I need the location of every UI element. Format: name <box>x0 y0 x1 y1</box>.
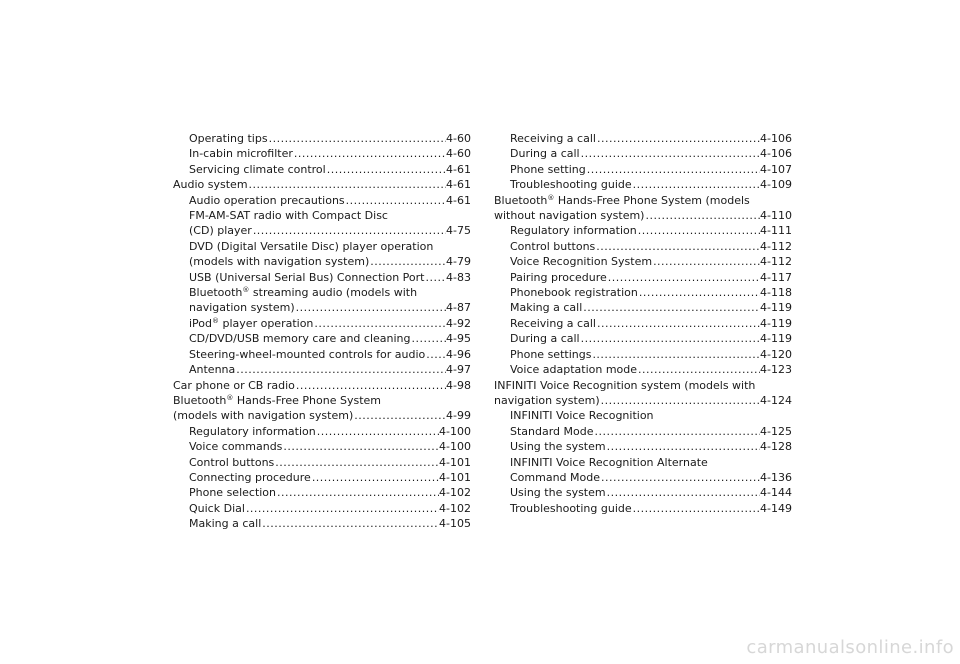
toc-entry-title: CD/DVD/USB memory care and cleaning <box>189 332 411 346</box>
toc-entry-bluetooth-hands-free-phone-system-models[interactable] <box>494 193 792 224</box>
dot-leader <box>637 362 760 377</box>
toc-entry-troubleshooting-guide[interactable] <box>494 177 792 192</box>
dot-leader <box>632 501 760 516</box>
toc-entry-row <box>510 177 792 192</box>
toc-page-number: 4-107 <box>760 162 792 176</box>
toc-entry-title: (models with navigation system) <box>189 255 370 269</box>
toc-entry-row <box>189 516 471 531</box>
toc-entry-row <box>189 424 471 439</box>
toc-page-number: 4-144 <box>760 486 792 500</box>
toc-entry-row <box>510 162 792 177</box>
dot-leader <box>632 177 760 192</box>
toc-entry-row <box>510 347 792 362</box>
toc-entry-title: Phonebook registration <box>510 286 638 300</box>
dot-leader <box>261 516 439 531</box>
dot-leader <box>274 455 439 470</box>
dot-leader <box>276 485 439 500</box>
toc-entry-row <box>189 270 471 285</box>
dot-leader <box>594 424 761 439</box>
toc-page-number: 4-79 <box>446 255 471 269</box>
toc-page-number: 4-119 <box>760 332 792 346</box>
toc-entry-row <box>189 470 471 485</box>
toc-page-number: 4-102 <box>439 486 471 500</box>
dot-leader <box>313 316 446 331</box>
toc-entry-during-a-call[interactable] <box>494 146 792 161</box>
toc-column-right <box>494 131 792 516</box>
toc-entry-title: Voice commands <box>189 440 283 454</box>
toc-entry-title-line: INFINITI Voice Recognition Alternate <box>510 455 708 469</box>
toc-entry-row <box>510 424 792 439</box>
toc-page-number: 4-75 <box>446 224 471 238</box>
dot-leader <box>596 131 760 146</box>
toc-entry-title: Making a call <box>189 517 262 531</box>
toc-entry-row <box>510 316 792 331</box>
toc-entry-row <box>510 146 792 161</box>
toc-page-number: 4-110 <box>760 209 792 223</box>
toc-entry-title: Regulatory information <box>510 224 637 238</box>
toc-page-number: 4-124 <box>760 393 792 407</box>
toc-entry-row <box>189 193 471 208</box>
dot-leader <box>424 270 446 285</box>
toc-entry-row <box>189 331 471 346</box>
dot-leader <box>293 146 446 161</box>
toc-entry-quick-dial[interactable] <box>173 501 471 516</box>
toc-entry-title: Phone setting <box>510 162 586 176</box>
dot-leader <box>252 223 446 238</box>
toc-page-number: 4-120 <box>760 347 792 361</box>
toc-page-number: 4-117 <box>760 270 792 284</box>
toc-page-number: 4-101 <box>439 470 471 484</box>
toc-entry-title: Standard Mode <box>510 424 594 438</box>
toc-page-number: 4-111 <box>760 224 792 238</box>
toc-entry-title: Using the system <box>510 440 606 454</box>
toc-entry-row <box>510 131 792 146</box>
toc-entry-title: Audio operation precautions <box>189 193 345 207</box>
toc-entry-row <box>494 208 792 223</box>
toc-entry-row <box>510 300 792 315</box>
toc-page-number: 4-99 <box>446 409 471 423</box>
dot-leader <box>268 131 446 146</box>
dot-leader <box>591 347 760 362</box>
toc-entry-title: Voice adaptation mode <box>510 363 638 377</box>
toc-entry-making-a-call[interactable] <box>173 516 471 531</box>
toc-page-number: 4-128 <box>760 440 792 454</box>
toc-entry-title: (CD) player <box>189 224 252 238</box>
toc-entry-row <box>510 239 792 254</box>
dot-leader <box>425 347 446 362</box>
toc-entry-troubleshooting-guide[interactable] <box>494 501 792 516</box>
dot-leader <box>245 501 439 516</box>
toc-page-number: 4-101 <box>439 455 471 469</box>
toc-entry-row <box>189 501 471 516</box>
toc-entry-title: without navigation system) <box>494 209 645 223</box>
toc-page-number: 4-61 <box>446 193 471 207</box>
toc-entry-pairing-procedure[interactable] <box>494 270 792 285</box>
toc-page-number: 4-61 <box>446 178 471 192</box>
toc-entry-receiving-a-call[interactable] <box>494 316 792 331</box>
toc-entry-title-line: INFINITI Voice Recognition <box>510 409 654 423</box>
toc-entry-phone-settings[interactable] <box>494 347 792 362</box>
toc-page-number: 4-106 <box>760 147 792 161</box>
toc-entry-title-line: INFINITI Voice Recognition system (models with <box>494 378 756 392</box>
toc-page-number: 4-60 <box>446 132 471 145</box>
toc-entry-title-line: Bluetooth® streaming audio (models with <box>189 286 418 300</box>
toc-entry-title-line: FM-AM-SAT radio with Compact Disc <box>189 209 388 223</box>
toc-page-number: 4-149 <box>760 501 792 515</box>
toc-entry-title: iPod® player operation <box>189 316 314 330</box>
toc-entry-title: Steering-wheel-mounted controls for audio <box>189 347 426 361</box>
toc-entry-infiniti-voice-recognition-system-models-with[interactable] <box>494 378 792 409</box>
toc-page-number: 4-97 <box>446 363 471 377</box>
toc-entry-row <box>189 131 471 146</box>
toc-entry-row <box>510 270 792 285</box>
toc-entry-row <box>510 254 792 269</box>
watermark-text: carmanualsonline.info <box>746 637 954 658</box>
toc-page-number: 4-136 <box>760 470 792 484</box>
toc-entry-row <box>189 316 471 331</box>
toc-entry-row <box>189 455 471 470</box>
toc-column-left <box>173 131 471 532</box>
toc-entry-row <box>510 439 792 454</box>
toc-entry-using-the-system[interactable] <box>494 439 792 454</box>
toc-page-number: 4-100 <box>439 440 471 454</box>
dot-leader <box>326 162 446 177</box>
toc-entry-row <box>510 223 792 238</box>
dot-leader <box>248 177 447 192</box>
toc-entry-title: navigation system) <box>494 393 600 407</box>
toc-entry-phone-setting[interactable] <box>494 162 792 177</box>
dot-leader <box>644 208 760 223</box>
toc-page-number: 4-105 <box>439 517 471 531</box>
toc-entry-title: During a call <box>510 332 580 346</box>
toc-entry-title: Phone selection <box>189 486 277 500</box>
toc-page-number: 4-102 <box>439 501 471 515</box>
dot-leader <box>582 300 760 315</box>
toc-entry-car-phone-or-cb-radio[interactable] <box>173 378 471 393</box>
toc-entry-infiniti-voice-recognition-alternate[interactable] <box>494 455 792 486</box>
toc-entry-row <box>189 439 471 454</box>
toc-page-number: 4-61 <box>446 162 471 176</box>
dot-leader <box>596 316 760 331</box>
dot-leader <box>295 378 446 393</box>
toc-entry-title: Troubleshooting guide <box>510 178 632 192</box>
toc-entry-row <box>189 485 471 500</box>
toc-entry-infiniti-voice-recognition[interactable] <box>494 408 792 439</box>
dot-leader <box>606 485 760 500</box>
toc-entry-voice-commands[interactable] <box>173 439 471 454</box>
toc-entry-title: Pairing procedure <box>510 270 607 284</box>
toc-entry-voice-adaptation-mode[interactable] <box>494 362 792 377</box>
toc-entry-title-line: DVD (Digital Versatile Disc) player operation <box>189 239 434 253</box>
dot-leader <box>316 424 439 439</box>
toc-entry-row <box>173 177 471 192</box>
toc-entry-row <box>189 300 471 315</box>
dot-leader <box>600 393 760 408</box>
dot-leader <box>311 470 439 485</box>
toc-entry-title: Command Mode <box>510 470 601 484</box>
toc-entry-title: (models with navigation system) <box>173 409 354 423</box>
toc-entry-title: Operating tips <box>189 132 268 145</box>
toc-page-number: 4-60 <box>446 147 471 161</box>
dot-leader <box>586 162 760 177</box>
toc-entry-title: Connecting procedure <box>189 470 311 484</box>
toc-page-number: 4-106 <box>760 132 792 145</box>
toc-entry-title: USB (Universal Serial Bus) Connection Port <box>189 270 425 284</box>
toc-entry-row <box>510 470 792 485</box>
toc-entry-title: During a call <box>510 147 580 161</box>
dot-leader <box>652 254 760 269</box>
toc-entry-audio-operation-precautions[interactable] <box>173 193 471 208</box>
toc-entry-steering-wheel-mounted-controls-for-audio[interactable] <box>173 347 471 362</box>
toc-page-number: 4-83 <box>446 270 471 284</box>
toc-entry-row <box>189 162 471 177</box>
toc-entry-title: Troubleshooting guide <box>510 501 632 515</box>
toc-entry-row <box>189 254 471 269</box>
toc-page-number: 4-118 <box>760 286 792 300</box>
toc-entry-title: Regulatory information <box>189 424 316 438</box>
toc-entry-row <box>189 362 471 377</box>
toc-entry-title-line: Bluetooth® Hands-Free Phone System <box>173 393 381 407</box>
toc-page-number: 4-98 <box>446 378 471 392</box>
toc-entry-regulatory-information[interactable] <box>173 424 471 439</box>
toc-page-number: 4-119 <box>760 301 792 315</box>
toc-entry-title: Antenna <box>189 363 236 377</box>
toc-entry-title: Making a call <box>510 301 583 315</box>
toc-entry-operating-tips[interactable] <box>173 131 471 146</box>
toc-entry-servicing-climate-control[interactable] <box>173 162 471 177</box>
dot-leader <box>595 239 760 254</box>
toc-page-number: 4-109 <box>760 178 792 192</box>
dot-leader <box>295 300 446 315</box>
toc-entry-title: Using the system <box>510 486 606 500</box>
toc-entry-row <box>510 285 792 300</box>
toc-entry-bluetooth-streaming-audio-models-with[interactable] <box>173 285 471 316</box>
toc-page-number: 4-100 <box>439 424 471 438</box>
toc-entry-audio-system[interactable] <box>173 177 471 192</box>
toc-entry-title: Quick Dial <box>189 501 245 515</box>
toc-entry-bluetooth-hands-free-phone-system[interactable] <box>173 393 471 424</box>
dot-leader <box>638 285 760 300</box>
toc-entry-antenna[interactable] <box>173 362 471 377</box>
toc-page-number: 4-112 <box>760 255 792 269</box>
dot-leader <box>606 439 760 454</box>
toc-page-number: 4-96 <box>446 347 471 361</box>
toc-entry-row <box>189 146 471 161</box>
toc-entry-title: Voice Recognition System <box>510 255 653 269</box>
toc-entry-title: Audio system <box>173 178 248 192</box>
toc-entry-row <box>510 362 792 377</box>
dot-leader <box>411 331 447 346</box>
toc-entry-during-a-call[interactable] <box>494 331 792 346</box>
toc-entry-title-line: Bluetooth® Hands-Free Phone System (models <box>494 193 750 207</box>
toc-entry-regulatory-information[interactable] <box>494 223 792 238</box>
toc-entry-row <box>510 331 792 346</box>
toc-entry-title: In-cabin microfilter <box>189 147 293 161</box>
toc-page-number: 4-87 <box>446 301 471 315</box>
toc-entry-control-buttons[interactable] <box>494 239 792 254</box>
toc-entry-row <box>189 223 471 238</box>
toc-entry-title: Servicing climate control <box>189 162 326 176</box>
toc-entry-title: Phone settings <box>510 347 592 361</box>
toc-page-number: 4-112 <box>760 239 792 253</box>
toc-entry-title: Receiving a call <box>510 316 596 330</box>
toc-entry-dvd-digital-versatile-disc-player-operation[interactable] <box>173 239 471 270</box>
toc-entry-row <box>510 485 792 500</box>
dot-leader <box>353 408 446 423</box>
toc-entry-row <box>494 393 792 408</box>
dot-leader <box>637 223 760 238</box>
toc-entry-control-buttons[interactable] <box>173 455 471 470</box>
dot-leader <box>345 193 446 208</box>
toc-entry-ipod-player-operation[interactable] <box>173 316 471 331</box>
toc-entry-title: Car phone or CB radio <box>173 378 295 392</box>
toc-page-number: 4-92 <box>446 316 471 330</box>
toc-entry-title: Control buttons <box>510 239 596 253</box>
toc-entry-fm-am-sat-radio-with-compact-disc[interactable] <box>173 208 471 239</box>
toc-entry-in-cabin-microfilter[interactable] <box>173 146 471 161</box>
toc-entry-title: Control buttons <box>189 455 275 469</box>
toc-page-number: 4-95 <box>446 332 471 346</box>
dot-leader <box>580 331 760 346</box>
dot-leader <box>600 470 760 485</box>
dot-leader <box>235 362 446 377</box>
dot-leader <box>580 146 760 161</box>
toc-entry-row <box>173 408 471 423</box>
dot-leader <box>607 270 760 285</box>
toc-entry-phone-selection[interactable] <box>173 485 471 500</box>
toc-entry-receiving-a-call[interactable] <box>494 131 792 146</box>
toc-entry-title: navigation system) <box>189 301 295 315</box>
toc-page-number: 4-119 <box>760 316 792 330</box>
dot-leader <box>369 254 446 269</box>
toc-entry-cd-dvd-usb-memory-care-and-cleaning[interactable] <box>173 331 471 346</box>
toc-page-number: 4-125 <box>760 424 792 438</box>
toc-entry-row <box>510 501 792 516</box>
toc-entry-row <box>189 347 471 362</box>
toc-entry-using-the-system[interactable] <box>494 485 792 500</box>
toc-entry-voice-recognition-system[interactable] <box>494 254 792 269</box>
toc-entry-making-a-call[interactable] <box>494 300 792 315</box>
dot-leader <box>282 439 439 454</box>
toc-entry-phonebook-registration[interactable] <box>494 285 792 300</box>
toc-entry-usb-universal-serial-bus-connection-port[interactable] <box>173 270 471 285</box>
toc-page-number: 4-123 <box>760 363 792 377</box>
toc-entry-row <box>173 378 471 393</box>
toc-entry-title: Receiving a call <box>510 132 596 145</box>
toc-entry-connecting-procedure[interactable] <box>173 470 471 485</box>
